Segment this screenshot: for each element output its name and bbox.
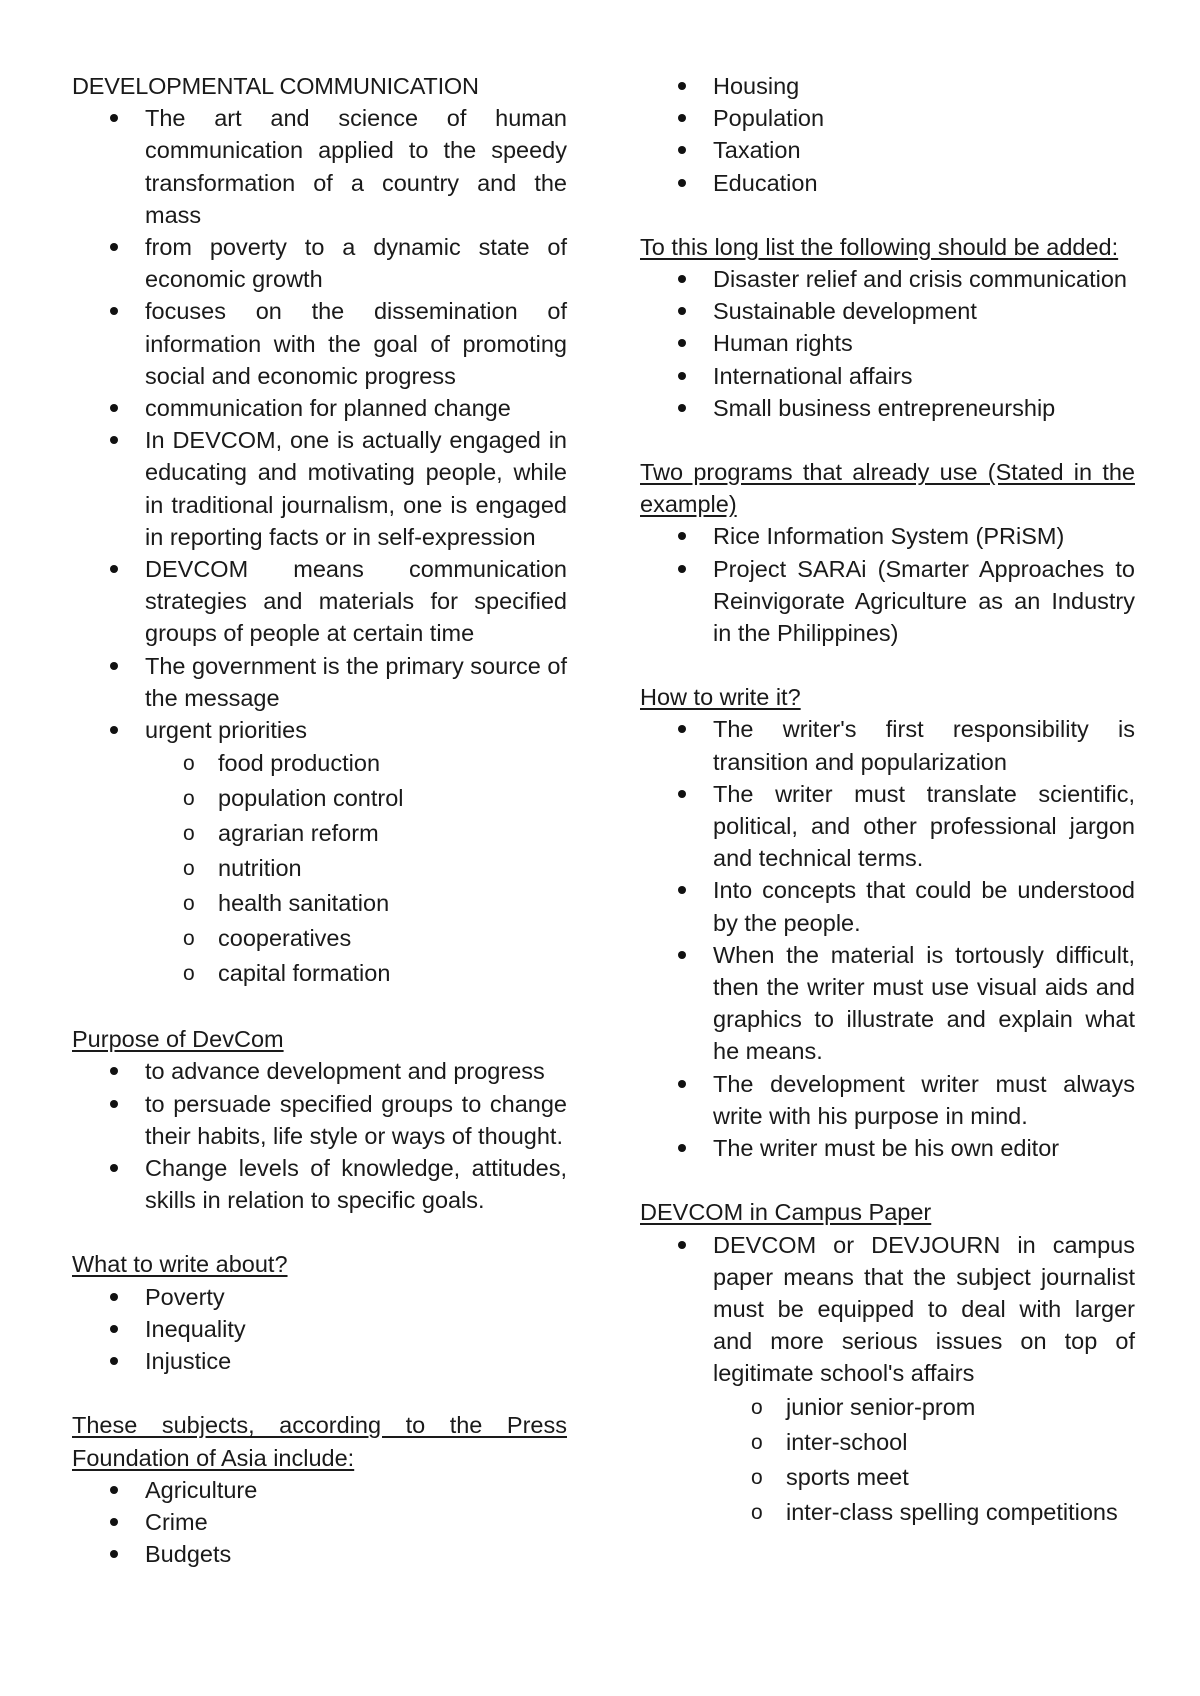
list-item: Rice Information System (PRiSM) [640, 520, 1135, 552]
press-foundation-list [72, 1474, 567, 1571]
spacer [72, 1377, 567, 1409]
how-to-write-list [640, 713, 1135, 1164]
list-item: Education [640, 167, 1135, 199]
list-item: communication for planned change [72, 392, 567, 424]
list-item: Sustainable development [640, 295, 1135, 327]
section-heading-added: To this long list the following should be added: [640, 233, 1119, 260]
list-item: Change levels of knowledge, attitudes, skills in relation to specific goals. [72, 1152, 567, 1216]
campus-paper-sub-list [640, 1390, 1135, 1530]
list-item: Housing [640, 70, 1135, 102]
left-column [72, 70, 567, 1570]
list-item: Injustice [72, 1345, 567, 1377]
campus-paper-list [640, 1229, 1135, 1390]
definition-list [72, 102, 567, 746]
sub-list-item: o food production [72, 746, 567, 781]
purpose-list [72, 1055, 567, 1216]
list-item: When the material is tortously difficult, then the writer must use visual aids and graphics to illustrate and explain what he means. [640, 939, 1135, 1068]
list-item: Budgets [72, 1538, 567, 1570]
document-title: DEVELOPMENTAL COMMUNICATION [72, 73, 479, 99]
sub-list-item: o health sanitation [72, 886, 567, 921]
sub-list-item: o junior senior-prom [640, 1390, 1135, 1425]
list-item: focuses on the dissemination of information with the goal of promoting social and economic progress [72, 295, 567, 392]
spacer [640, 199, 1135, 231]
spacer [640, 1164, 1135, 1196]
list-item: DEVCOM means communication strategies and materials for specified groups of people at certain time [72, 553, 567, 650]
list-item: In DEVCOM, one is actually engaged in educating and motivating people, while in traditional journalism, one is engaged in reporting facts or in self-expression [72, 424, 567, 553]
list-item: Project SARAi (Smarter Approaches to Reinvigorate Agriculture as an Industry in the Philippines) [640, 553, 1135, 650]
list-item: The art and science of human communication applied to the speedy transformation of a country and the mass [72, 102, 567, 231]
list-item: Poverty [72, 1281, 567, 1313]
list-item: to persuade specified groups to change their habits, life style or ways of thought. [72, 1088, 567, 1152]
section-heading-what-to-write: What to write about? [72, 1251, 288, 1278]
sub-list-item: o cooperatives [72, 921, 567, 956]
list-item: DEVCOM or DEVJOURN in campus paper means that the subject journalist must be equipped to deal with larger and more serious issues on top of legitimate school's affairs [640, 1229, 1135, 1390]
section-heading-programs: Two programs that already use (Stated in the example) [640, 459, 1135, 518]
list-item: The writer's first responsibility is transition and popularization [640, 713, 1135, 777]
list-item: Small business entrepreneurship [640, 392, 1135, 424]
sub-list-item: o agrarian reform [72, 816, 567, 851]
sub-list-item: o nutrition [72, 851, 567, 886]
list-item: The writer must translate scientific, political, and other professional jargon and technical terms. [640, 778, 1135, 875]
sub-list-item: o inter-class spelling competitions [640, 1495, 1135, 1530]
list-item: to advance development and progress [72, 1055, 567, 1087]
list-item: Disaster relief and crisis communication [640, 263, 1135, 295]
spacer [72, 991, 567, 1023]
section-heading-how-to-write: How to write it? [640, 684, 801, 711]
list-item: International affairs [640, 360, 1135, 392]
list-item: Into concepts that could be understood by the people. [640, 874, 1135, 938]
list-item: Human rights [640, 327, 1135, 359]
section-heading-press-foundation: These subjects, according to the Press Foundation of Asia include: [72, 1412, 567, 1471]
list-item: Crime [72, 1506, 567, 1538]
spacer [640, 424, 1135, 456]
list-item: Inequality [72, 1313, 567, 1345]
sub-list-item: o capital formation [72, 956, 567, 991]
urgent-priorities-list [72, 746, 567, 991]
list-item: from poverty to a dynamic state of economic growth [72, 231, 567, 295]
spacer [72, 1216, 567, 1248]
right-column [640, 70, 1135, 1530]
list-item: urgent priorities [72, 714, 567, 746]
added-list [640, 263, 1135, 424]
list-item: Taxation [640, 134, 1135, 166]
list-item: Population [640, 102, 1135, 134]
section-heading-purpose: Purpose of DevCom [72, 1026, 284, 1053]
continued-list [640, 70, 1135, 199]
sub-list-item: o sports meet [640, 1460, 1135, 1495]
sub-list-item: o population control [72, 781, 567, 816]
section-heading-campus-paper: DEVCOM in Campus Paper [640, 1199, 932, 1226]
list-item: The government is the primary source of the message [72, 650, 567, 714]
what-to-write-list [72, 1281, 567, 1378]
sub-list-item: o inter-school [640, 1425, 1135, 1460]
list-item: The writer must be his own editor [640, 1132, 1135, 1164]
spacer [640, 649, 1135, 681]
list-item: The development writer must always write with his purpose in mind. [640, 1068, 1135, 1132]
list-item: Agriculture [72, 1474, 567, 1506]
programs-list [640, 520, 1135, 649]
